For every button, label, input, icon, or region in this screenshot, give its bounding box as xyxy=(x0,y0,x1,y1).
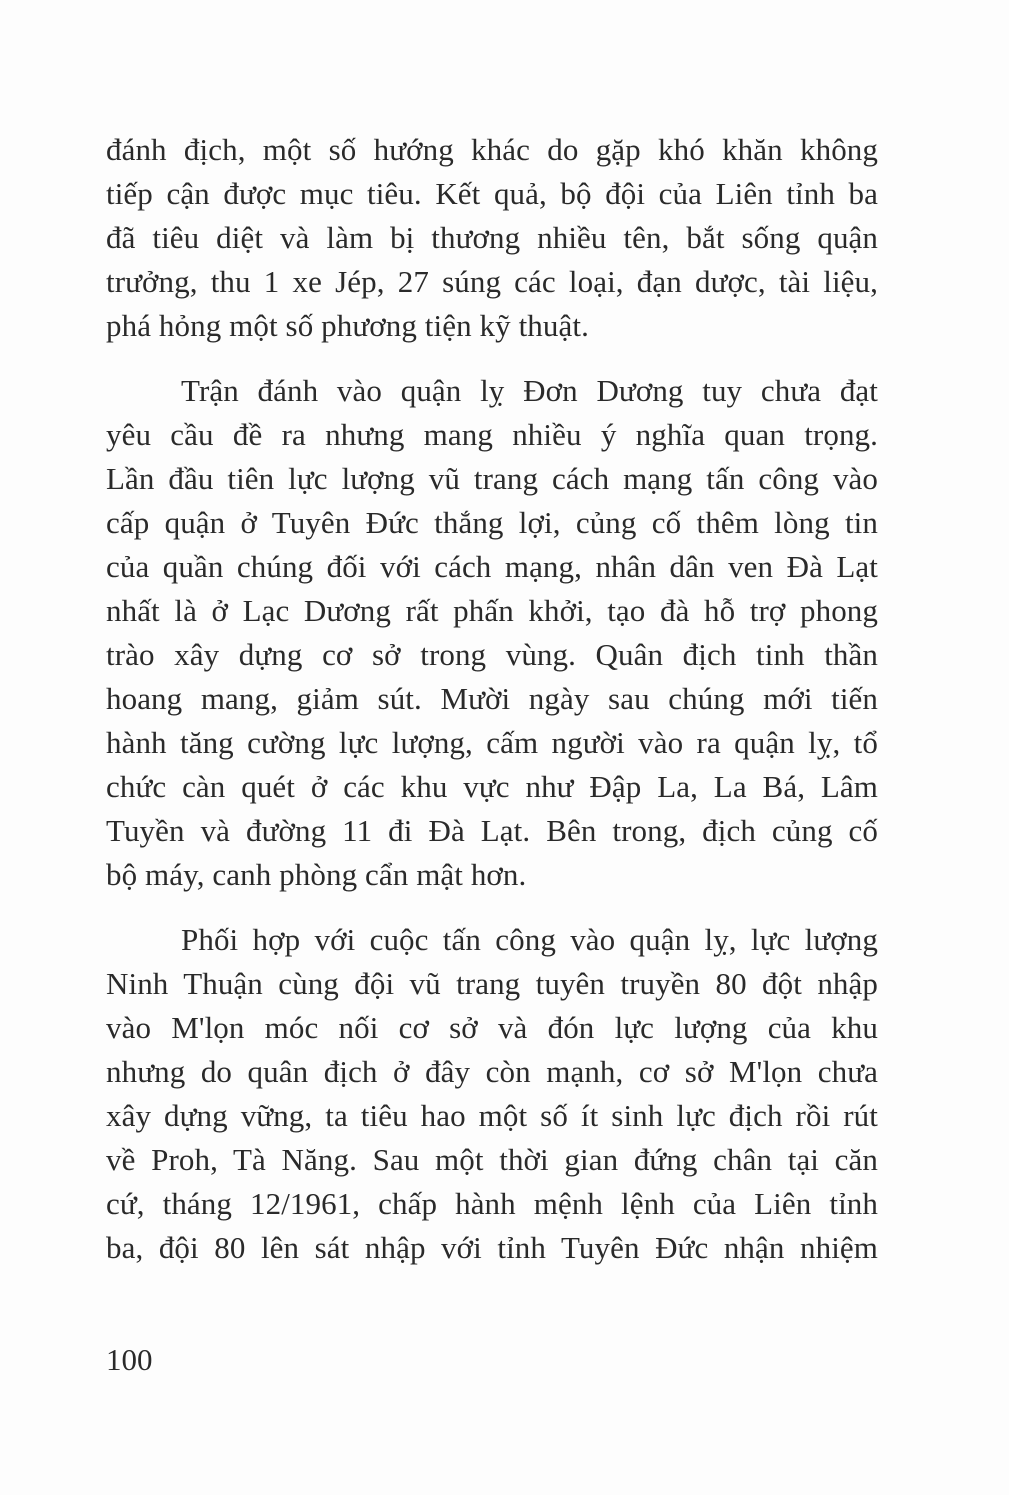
paragraph-2 xyxy=(106,369,878,897)
text-line: Phối hợp với cuộc tấn công vào quận lỵ, lực lượng xyxy=(181,922,878,957)
text-line: về Proh, Tà Năng. Sau một thời gian đứng chân tại căn xyxy=(106,1142,878,1177)
paragraph-3 xyxy=(106,918,878,1270)
text-line: trào xây dựng cơ sở trong vùng. Quân địch tinh thần xyxy=(106,637,878,672)
text-line: tiếp cận được mục tiêu. Kết quả, bộ đội của Liên tỉnh ba xyxy=(106,176,878,211)
text-line: phá hỏng một số phương tiện kỹ thuật. xyxy=(106,308,589,343)
text-line: vào M'lọn móc nối cơ sở và đón lực lượng của khu xyxy=(106,1010,878,1045)
text-line: ba, đội 80 lên sát nhập với tỉnh Tuyên Đức nhận nhiệm xyxy=(106,1230,878,1265)
text-line: yêu cầu đề ra nhưng mang nhiều ý nghĩa quan trọng. xyxy=(106,417,878,452)
text-line: đánh địch, một số hướng khác do gặp khó khăn không xyxy=(106,132,878,167)
text-line: trưởng, thu 1 xe Jép, 27 súng các loại, đạn dược, tài liệu, xyxy=(106,264,878,299)
text-line: Lần đầu tiên lực lượng vũ trang cách mạng tấn công vào xyxy=(106,461,878,496)
paragraph-spacer xyxy=(106,348,878,369)
text-line: của quần chúng đối với cách mạng, nhân dân ven Đà Lạt xyxy=(106,549,878,584)
paragraph-1 xyxy=(106,128,878,348)
text-line: Tuyền và đường 11 đi Đà Lạt. Bên trong, địch củng cố xyxy=(106,813,878,848)
text-line: đã tiêu diệt và làm bị thương nhiều tên, bắt sống quận xyxy=(106,220,878,255)
paragraph-spacer xyxy=(106,897,878,918)
body-text xyxy=(106,128,878,1270)
text-line: chức càn quét ở các khu vực như Đập La, La Bá, Lâm xyxy=(106,769,878,804)
page-number: 100 xyxy=(106,1342,153,1377)
text-line: cứ, tháng 12/1961, chấp hành mệnh lệnh của Liên tỉnh xyxy=(106,1186,878,1221)
text-line: nhưng do quân địch ở đây còn mạnh, cơ sở M'lọn chưa xyxy=(106,1054,878,1089)
text-line: hành tăng cường lực lượng, cấm người vào ra quận lỵ, tổ xyxy=(106,725,878,760)
text-line: bộ máy, canh phòng cẩn mật hơn. xyxy=(106,857,527,892)
text-line: hoang mang, giảm sút. Mười ngày sau chúng mới tiến xyxy=(106,681,878,716)
text-line: xây dựng vững, ta tiêu hao một số ít sinh lực địch rồi rút xyxy=(106,1098,878,1133)
text-line: Ninh Thuận cùng đội vũ trang tuyên truyền 80 đột nhập xyxy=(106,966,878,1001)
text-line: Trận đánh vào quận lỵ Đơn Dương tuy chưa đạt xyxy=(181,373,878,408)
text-line: nhất là ở Lạc Dương rất phấn khởi, tạo đà hỗ trợ phong xyxy=(106,593,878,628)
text-line: cấp quận ở Tuyên Đức thắng lợi, củng cố thêm lòng tin xyxy=(106,505,878,540)
